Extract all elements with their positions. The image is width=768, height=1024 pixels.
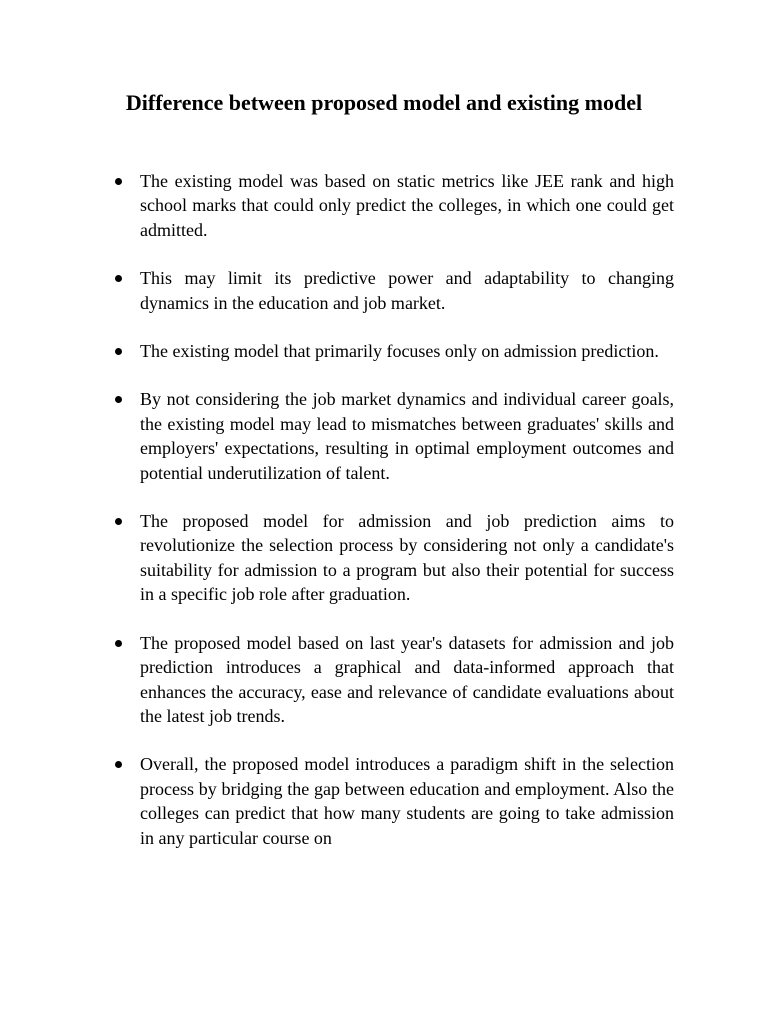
bullet-text: The proposed model based on last year's datasets for admission and job prediction introduces a graphical and data-informed approach that enhances the accuracy, ease and relevance of candidate evaluations about the latest job trends. (140, 632, 674, 726)
bullet-item (0, 752, 674, 850)
bullet-item (0, 266, 674, 315)
bullet-text: The existing model was based on static metrics like JEE rank and high school marks that could only predict the colleges, in which one could get admitted. (140, 171, 674, 240)
bullet-item (0, 339, 674, 363)
bullet-dot-icon (115, 275, 122, 282)
bullet-dot-icon (115, 518, 122, 525)
bullet-text: The proposed model for admission and job prediction aims to revolutionize the selection process by considering not only a candidate's suitability for admission to a program but also their potential for success in a specific job role after graduation. (140, 511, 674, 605)
bullet-item (0, 631, 674, 729)
bullet-dot-icon (115, 640, 122, 647)
document-title: Difference between proposed model and existing model (125, 90, 643, 115)
bullet-dot-icon (115, 348, 122, 355)
bullet-item (0, 169, 674, 242)
bullet-text: Overall, the proposed model introduces a paradigm shift in the selection process by bridging the gap between education and employment. Also the colleges can predict that how many students are going to take admission in any particular course on (140, 754, 674, 848)
bullet-item (0, 387, 674, 485)
bullet-item (0, 509, 674, 607)
bullet-dot-icon (115, 178, 122, 185)
bullet-dot-icon (115, 396, 122, 403)
bullet-text: By not considering the job market dynamics and individual career goals, the existing model may lead to mismatches between graduates' skills and employers' expectations, resulting in optimal employment outcomes and potential underutilization of talent. (140, 389, 674, 483)
bullet-text: The existing model that primarily focuses only on admission prediction. (140, 341, 659, 362)
bullet-dot-icon (115, 761, 122, 768)
bullet-text: This may limit its predictive power and adaptability to changing dynamics in the education and job market. (140, 268, 674, 313)
bullet-list (0, 169, 768, 874)
